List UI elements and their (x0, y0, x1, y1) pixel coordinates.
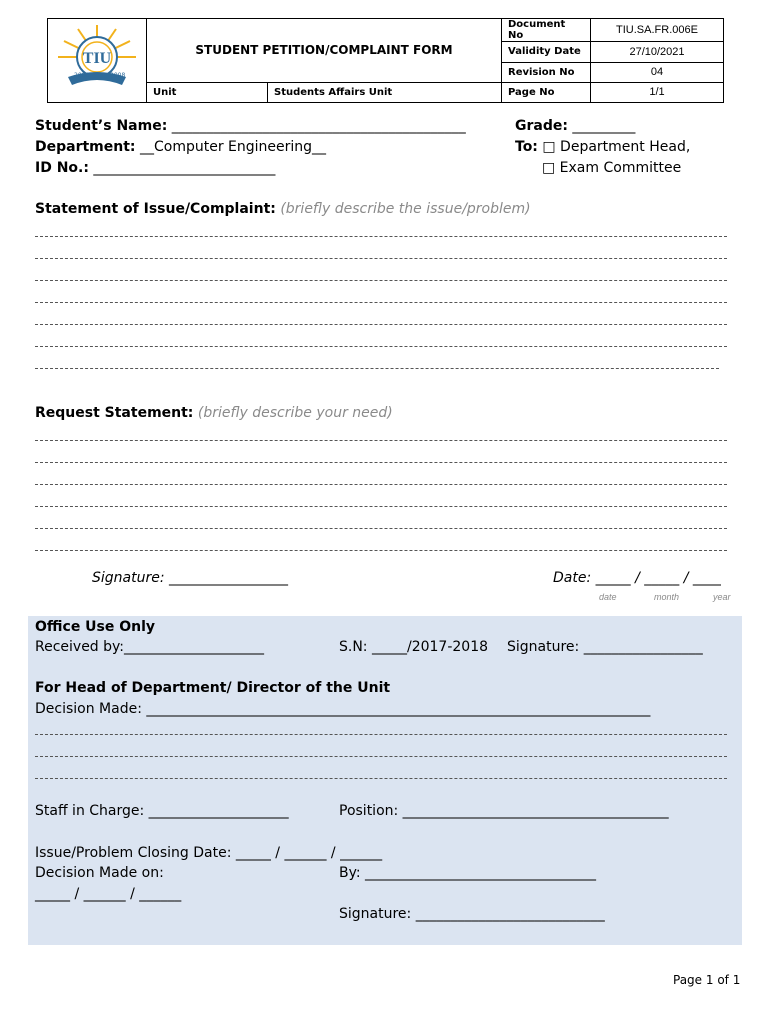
issue-line[interactable] (35, 324, 727, 325)
request-line[interactable] (35, 528, 727, 529)
doc-no-label: Document No (502, 19, 591, 42)
issue-line[interactable] (35, 346, 727, 347)
decision-line[interactable] (35, 778, 727, 779)
date-sublabel: date (599, 592, 617, 602)
id-row (35, 160, 275, 176)
validity-label: Validity Date (502, 42, 591, 62)
date-row (553, 570, 721, 586)
decision-line[interactable] (35, 756, 727, 757)
staff-in-charge-field[interactable]: Staff in Charge: ____________________ (35, 803, 289, 819)
office-signature-field[interactable]: Signature: _________________ (507, 639, 703, 655)
date-label: Date: (553, 570, 592, 586)
issue-line[interactable] (35, 368, 719, 369)
university-logo-icon (48, 19, 146, 99)
grade-blank[interactable]: _________ (572, 118, 636, 134)
month-sublabel: month (654, 592, 680, 602)
validity-value: 27/10/2021 (591, 42, 724, 62)
decision-made-on-label: Decision Made on: (35, 865, 164, 881)
request-line[interactable] (35, 506, 727, 507)
department-head-checkbox[interactable]: □ Department Head, (542, 139, 691, 155)
id-blank[interactable]: __________________________ (93, 160, 276, 176)
received-by-field[interactable]: Received by:____________________ (35, 639, 265, 655)
grade-row (515, 118, 635, 134)
to-label: To: (515, 139, 538, 155)
department-label: Department: (35, 139, 136, 155)
date-blank[interactable]: _____ / _____ / ____ (595, 570, 721, 586)
revision-label: Revision No (502, 62, 591, 82)
request-row (35, 405, 393, 421)
closing-date-field[interactable]: Issue/Problem Closing Date: _____ / ______ / ______ (35, 845, 383, 861)
request-hint: (briefly describe your need) (197, 405, 393, 421)
unit-label: Unit (147, 82, 268, 102)
issue-line[interactable] (35, 302, 727, 303)
logo-cell (48, 19, 147, 103)
issue-line[interactable] (35, 280, 727, 281)
page-footer: Page 1 of 1 (673, 973, 741, 987)
serial-number-field[interactable]: S.N: _____/2017-2018 (339, 639, 489, 655)
logo-text: TIU (82, 50, 112, 67)
position-field[interactable]: Position: ______________________________________ (339, 803, 669, 819)
request-line[interactable] (35, 484, 727, 485)
unit-value: Students Affairs Unit (268, 82, 502, 102)
student-name-blank[interactable]: __________________________________________ (171, 118, 466, 134)
hod-heading: For Head of Department/ Director of the Unit (35, 680, 391, 696)
revision-value: 04 (591, 62, 724, 82)
logo-year-right: 2008 (110, 72, 126, 79)
decision-line[interactable] (35, 734, 727, 735)
form-title: STUDENT PETITION/COMPLAINT FORM (147, 19, 502, 83)
decision-made-field[interactable]: Decision Made: ________________________________________________________________________ (35, 701, 651, 717)
decision-made-on-date[interactable]: _____ / ______ / ______ (35, 886, 182, 902)
page-no-label: Page No (502, 82, 591, 102)
signature-label: Signature: (92, 570, 165, 586)
request-label: Request Statement: (35, 405, 194, 421)
request-line[interactable] (35, 440, 727, 441)
office-heading: Office Use Only (35, 619, 156, 635)
final-signature-field[interactable]: Signature: ___________________________ (339, 906, 605, 922)
page-no-value: 1/1 (591, 82, 724, 102)
issue-line[interactable] (35, 236, 727, 237)
grade-label: Grade: (515, 118, 568, 134)
student-name-label: Student’s Name: (35, 118, 168, 134)
logo-year-left: 2008 (74, 72, 90, 79)
exam-committee-checkbox[interactable]: □ Exam Committee (542, 160, 682, 176)
request-line[interactable] (35, 462, 727, 463)
signature-blank[interactable]: _________________ (169, 570, 289, 586)
request-line[interactable] (35, 550, 727, 551)
doc-no-value: TIU.SA.FR.006E (591, 19, 724, 42)
signature-row (92, 570, 288, 586)
issue-line[interactable] (35, 258, 727, 259)
department-value[interactable]: __Computer Engineering__ (139, 139, 327, 155)
issue-row (35, 201, 531, 217)
id-label: ID No.: (35, 160, 89, 176)
to-row (515, 139, 690, 155)
by-field[interactable]: By: _________________________________ (339, 865, 597, 881)
header-table (47, 18, 724, 103)
issue-label: Statement of Issue/Complaint: (35, 201, 276, 217)
issue-hint: (briefly describe the issue/problem) (280, 201, 531, 217)
department-row (35, 139, 326, 155)
year-sublabel: year (713, 592, 731, 602)
student-name-row (35, 118, 466, 134)
